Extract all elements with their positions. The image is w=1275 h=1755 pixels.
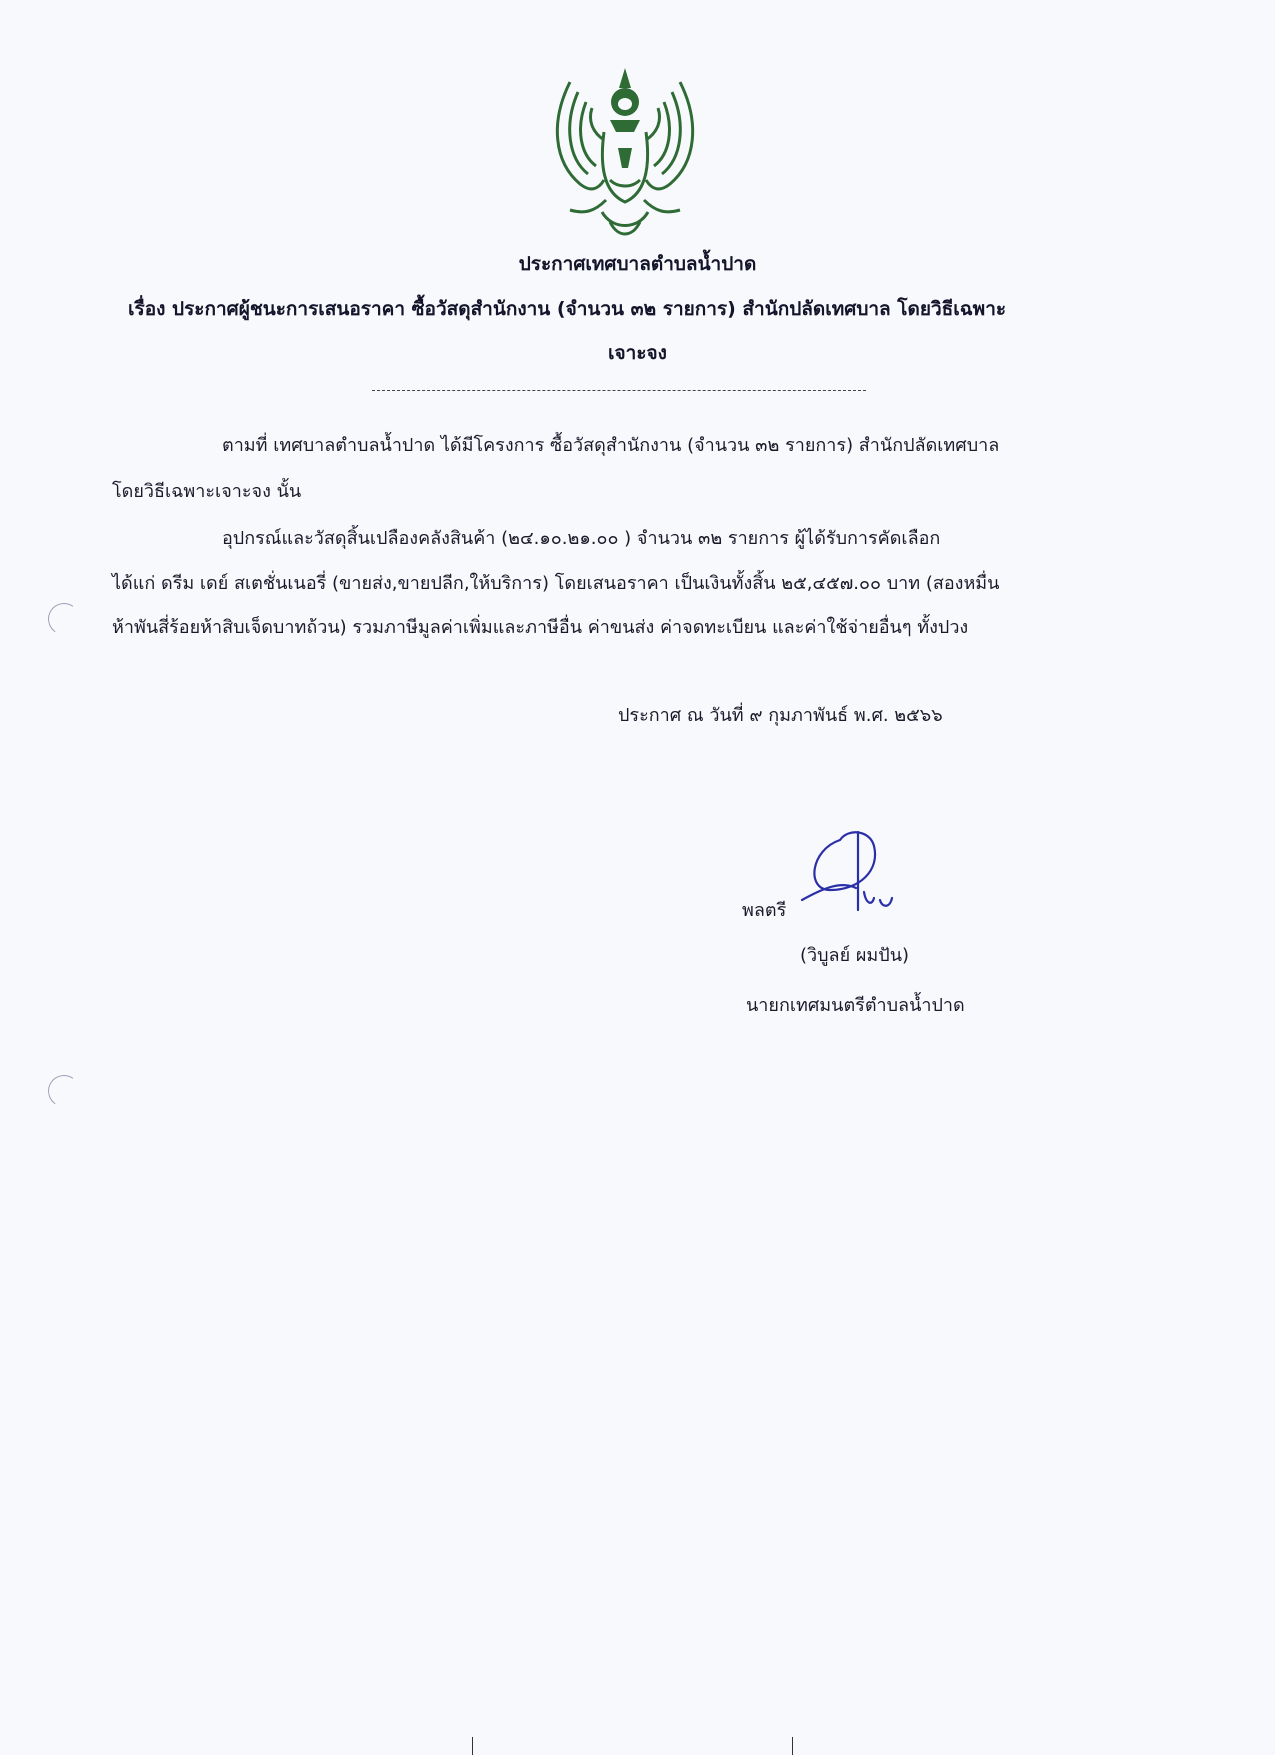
separator-line [372, 390, 866, 391]
announcement-date: ประกาศ ณ วันที่ ๙ กุมภาพันธ์ พ.ศ. ๒๕๖๖ [618, 705, 943, 726]
punch-hole-mark [45, 1072, 82, 1109]
paragraph-1-line-2: โดยวิธีเฉพาะเจาะจง นั้น [112, 481, 302, 502]
paragraph-2-line-1: อุปกรณ์และวัสดุสิ้นเปลืองคลังสินค้า (๒๔.๑๐.๒๑.๐๐ ) จำนวน ๓๒ รายการ ผู้ได้รับการคัดเลือก [222, 528, 941, 549]
subject-line-2: เจาะจง [608, 342, 667, 364]
paragraph-2-line-2: ได้แก่ ดรีม เดย์ สเตชั่นเนอรี่ (ขายส่ง,ขายปลีก,ให้บริการ) โดยเสนอราคา เป็นเงินทั้งสิ้น ๒๕,๔๕๗.๐๐ บาท (สองหมื่น [112, 573, 1000, 594]
paragraph-1-line-1: ตามที่ เทศบาลตำบลน้ำปาด ได้มีโครงการ ซื้อวัสดุสำนักงาน (จำนวน ๓๒ รายการ) สำนักปลัดเทศบาล [222, 435, 1000, 456]
garuda-emblem [540, 62, 710, 244]
punch-hole-mark [45, 600, 82, 637]
edge-mark [792, 1737, 793, 1755]
signer-position: นายกเทศมนตรีตำบลน้ำปาด [746, 995, 965, 1016]
paragraph-2-line-3: ห้าพันสี่ร้อยห้าสิบเจ็ดบาทถ้วน) รวมภาษีมูลค่าเพิ่มและภาษีอื่น ค่าขนส่ง ค่าจดทะเบียน และค่าใช้จ่ายอื่นๆ ทั้งปวง [112, 617, 969, 638]
signature-scribble [800, 820, 910, 920]
edge-mark [472, 1737, 473, 1755]
signer-name: (วิบูลย์ ผมปัน) [800, 945, 910, 966]
subject-line-1: เรื่อง ประกาศผู้ชนะการเสนอราคา ซื้อวัสดุสำนักงาน (จำนวน ๓๒ รายการ) สำนักปลัดเทศบาล โดยวิธีเฉพาะ [128, 298, 1007, 320]
announcement-title: ประกาศเทศบาลตำบลน้ำปาด [518, 253, 757, 275]
signature-rank: พลตรี [742, 900, 787, 921]
